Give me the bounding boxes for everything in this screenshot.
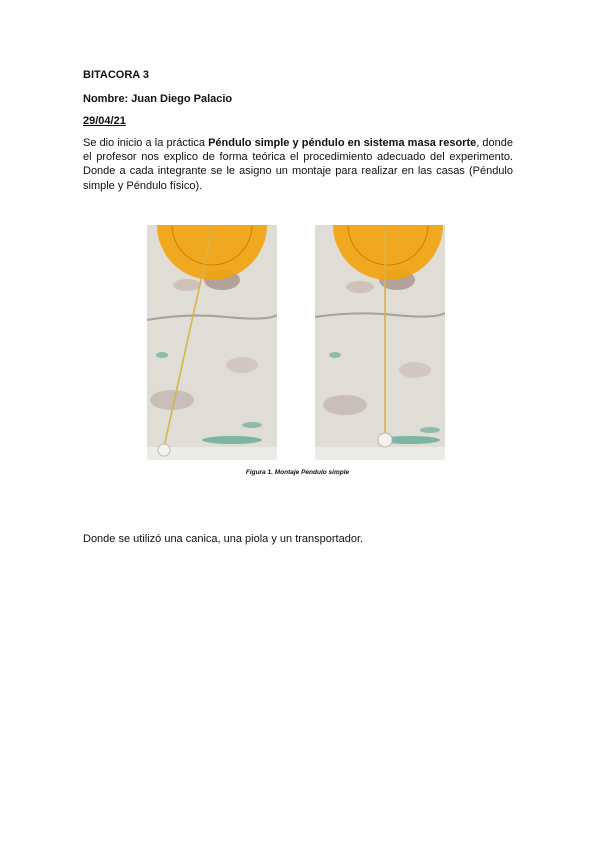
protractor-pendulum-photo (315, 225, 445, 460)
pendulum-photo-right (315, 225, 445, 460)
figure-caption: Figura 1. Montaje Péndulo simple (245, 469, 350, 476)
protractor-pendulum-photo (147, 225, 277, 460)
intro-paragraph (83, 136, 513, 193)
intro-text-end: , donde el profesor nos explico de forma teórica el procedimiento adecuado del experimento. Donde a cada integrante se le asigno un montaje para realizar en las casas (Péndulo simple y Péndulo físico). (83, 137, 513, 192)
entry-date: 29/04/21 (83, 115, 126, 127)
intro-text-start: Se dio inicio a la práctica (83, 137, 209, 149)
document-title: BITACORA 3 (83, 69, 149, 81)
author-name: Nombre: Juan Diego Palacio (83, 93, 233, 105)
pendulum-photo-left (147, 225, 277, 460)
closing-paragraph: Donde se utilizó una canica, una piola y un transportador. (83, 533, 364, 545)
practice-name: Péndulo simple y péndulo en sistema masa resorte (208, 137, 477, 149)
